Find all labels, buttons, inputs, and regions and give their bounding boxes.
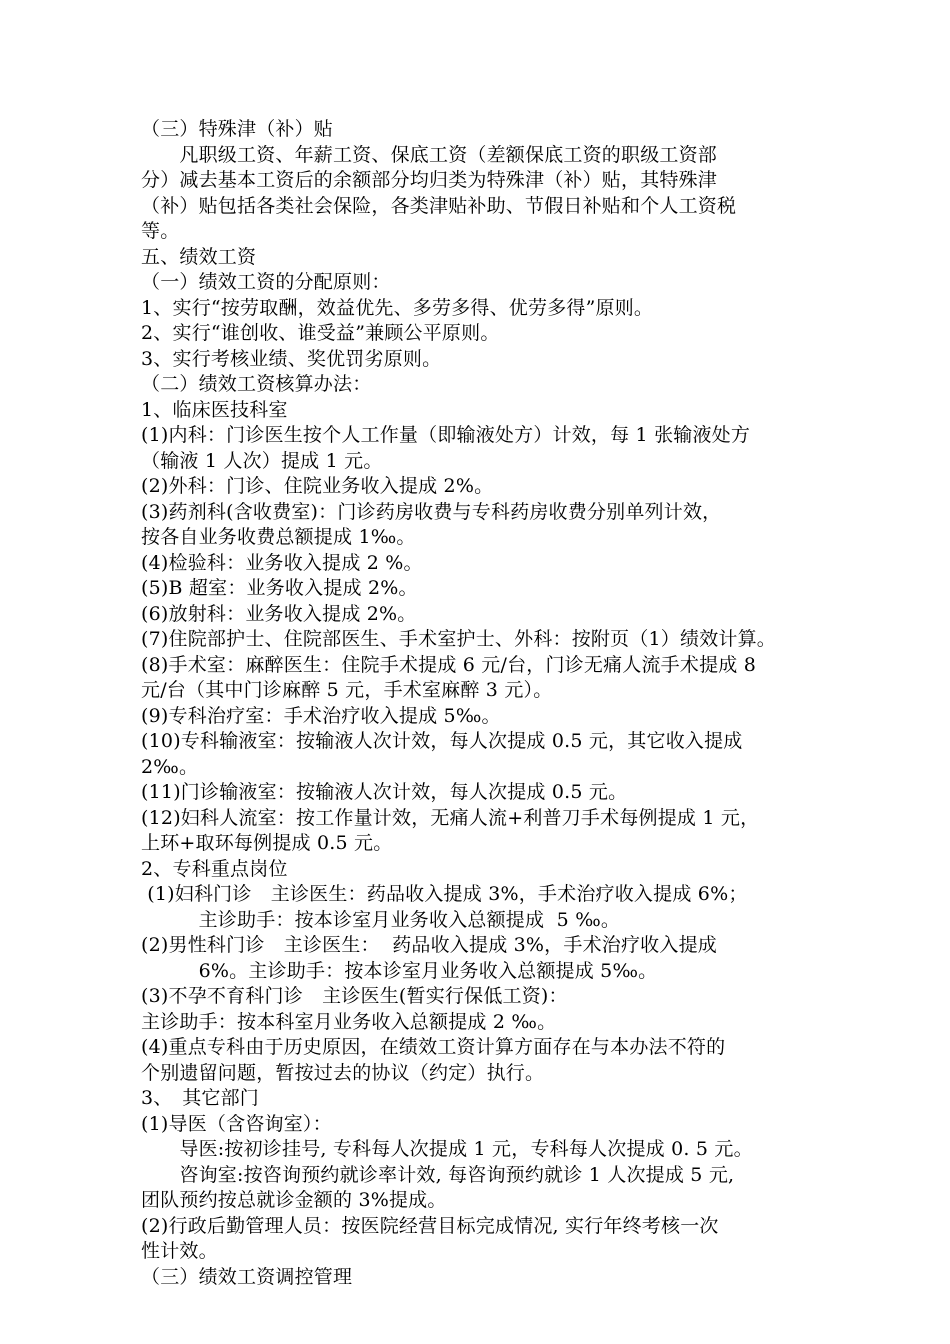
section-heading: 五、绩效工资 [141,245,257,268]
list-item: (2)行政后勤管理人员：按医院经营目标完成情况, 实行年终考核一次 [141,1214,719,1237]
list-item: 2、实行“谁创收、谁受益”兼顾公平原则。 [141,322,500,344]
document-body [141,117,811,1290]
section-heading: （三）特殊津（补）贴 [141,118,334,140]
list-item: (1)妇科门诊 主诊医生：药品收入提成 3%，手术治疗收入提成 6%； [141,883,748,905]
list-item: 1、实行“按劳取酬，效益优先、多劳多得、优劳多得”原则。 [141,296,654,319]
list-item: 按各自业务收费总额提成 1‰。 [141,526,416,548]
subsection-heading: 2、专科重点岗位 [141,857,288,880]
list-item: (1)导医（含咨询室）： [141,1112,332,1135]
list-item: 个别遗留问题，暂按过去的协议（约定）执行。 [141,1061,545,1084]
list-item: 3、实行考核业绩、奖优罚劣原则。 [141,347,442,370]
list-item: (10)专科输液室：按输液人次计效，每人次提成 0.5 元，其它收入提成 [141,730,743,752]
list-item: (8)手术室：麻醉医生：住院手术提成 6 元/台，门诊无痛人流手术提成 8 [141,653,757,676]
list-item: 性计效。 [141,1240,218,1262]
list-item: (4)检验科：业务收入提成 2 %。 [141,551,423,574]
list-item: 团队预约按总就诊金额的 3%提成。 [141,1189,447,1211]
paragraph-line: （补）贴包括各类社会保险，各类津贴补助、节假日补贴和个人工资税 [141,194,737,217]
list-item: (12)妇科人流室：按工作量计效，无痛人流+利普刀手术每例提成 1 元， [141,806,760,829]
list-item: (6)放射科：业务收入提成 2%。 [141,602,417,625]
list-item: 上环+取环每例提成 0.5 元。 [141,832,393,854]
list-item: 主诊助手：按本诊室月业务收入总额提成 5 ‰。 [141,908,621,931]
list-item: (5)B 超室：业务收入提成 2%。 [141,577,418,599]
subsection-heading: 1、临床医技科室 [141,398,288,421]
list-item: (11)门诊输液室：按输液人次计效，每人次提成 0.5 元。 [141,781,628,803]
list-item: 元/台（其中门诊麻醉 5 元，手术室麻醉 3 元）。 [141,679,553,701]
list-item: (3)药剂科(含收费室)：门诊药房收费与专科药房收费分别单列计效， [141,500,722,523]
paragraph-line: 等。 [141,220,180,242]
subsection-heading: （三）绩效工资调控管理 [141,1265,353,1288]
list-item: (9)专科治疗室：手术治疗收入提成 5‰。 [141,704,501,727]
subsection-heading: （一）绩效工资的分配原则： [141,271,391,293]
list-item: (1)内科：门诊医生按个人工作量（即输液处方）计效，每 1 张输液处方 [141,424,751,446]
list-item: 咨询室:按咨询预约就诊率计效, 每咨询预约就诊 1 人次提成 5 元, [141,1163,735,1186]
list-item: 主诊助手：按本科室月业务收入总额提成 2 ‰。 [141,1010,557,1033]
paragraph-line: 分）减去基本工资后的余额部分均归类为特殊津（补）贴，其特殊津 [141,169,718,191]
list-item: (2)外科：门诊、住院业务收入提成 2%。 [141,475,494,497]
list-item: 2‰。 [141,755,199,778]
list-item: （输液 1 人次）提成 1 元。 [141,449,383,472]
list-item: 6%。主诊助手：按本诊室月业务收入总额提成 5‰。 [141,959,658,982]
list-item: 导医:按初诊挂号, 专科每人次提成 1 元，专科每人次提成 0. 5 元。 [141,1138,753,1160]
list-item: (2)男性科门诊 主诊医生： 药品收入提成 3%，手术治疗收入提成 [141,934,717,956]
subsection-heading: 3、 其它部门 [141,1087,259,1109]
paragraph-line: 凡职级工资、年薪工资、保底工资（差额保底工资的职级工资部 [141,143,718,166]
subsection-heading: （二）绩效工资核算办法： [141,373,372,395]
list-item: (3)不孕不育科门诊 主诊医生(暂实行保低工资)： [141,985,568,1007]
list-item: (7)住院部护士、住院部医生、手术室护士、外科：按附页（1）绩效计算。 [141,628,777,650]
list-item: (4)重点专科由于历史原因，在绩效工资计算方面存在与本办法不符的 [141,1036,726,1058]
